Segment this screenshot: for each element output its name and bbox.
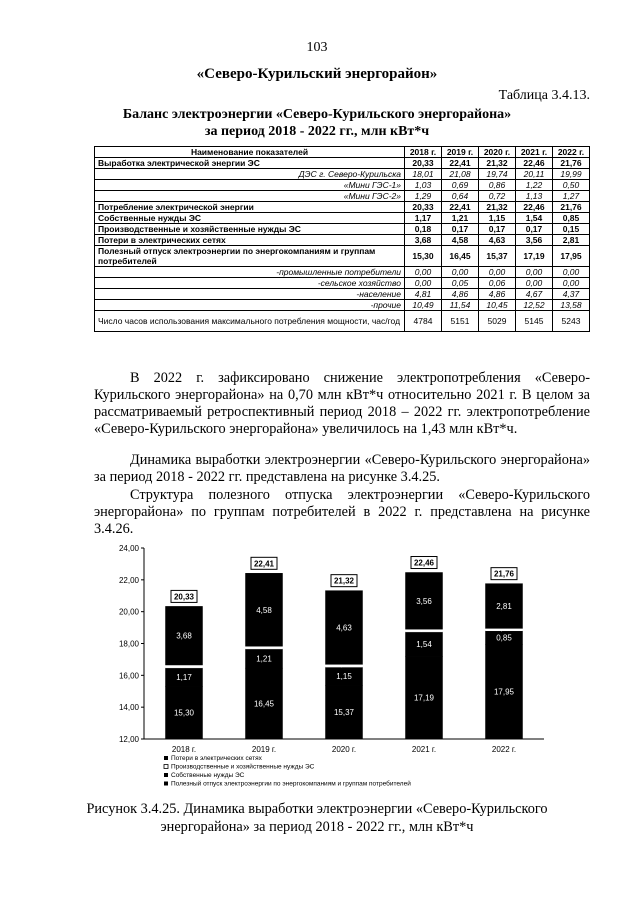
value-cell: 0,00	[479, 267, 516, 278]
table-title	[0, 106, 634, 140]
table-row	[95, 278, 590, 289]
legend-label: Потери в электрических сетях	[171, 755, 262, 762]
value-cell: 4784	[405, 311, 442, 332]
value-cell: 0,50	[553, 180, 590, 191]
header-cell: Наименование показателей	[95, 147, 405, 158]
row-name-cell: -промышленные потребители	[95, 267, 405, 278]
caption-line1: Рисунок 3.4.25. Динамика выработки электроэнергии «Северо-Курильского	[86, 801, 548, 817]
value-cell: 0,00	[442, 267, 479, 278]
value-cell: 5151	[442, 311, 479, 332]
value-cell: 0,00	[405, 267, 442, 278]
y-tick-label: 24,00	[118, 544, 139, 553]
value-cell: 17,95	[553, 246, 590, 267]
value-cell: 4,37	[553, 289, 590, 300]
row-name-cell: Собственные нужды ЭС	[95, 213, 405, 224]
value-cell: 4,63	[479, 235, 516, 246]
value-cell: 10,45	[479, 300, 516, 311]
value-cell: 21,32	[479, 202, 516, 213]
row-name-cell: -население	[95, 289, 405, 300]
value-cell: 0,72	[479, 191, 516, 202]
value-cell: 2,81	[553, 235, 590, 246]
x-tick-label: 2019 г.	[251, 745, 277, 754]
total-label: 21,32	[333, 576, 355, 586]
caption-line2: энергорайона» за период 2018 - 2022 гг., млн кВт*ч	[160, 819, 474, 835]
value-cell: 0,00	[553, 267, 590, 278]
balance-table	[94, 146, 590, 332]
value-cell: 0,69	[442, 180, 479, 191]
legend-marker	[164, 765, 168, 769]
row-name-cell: Выработка электрической энергии ЭС	[95, 158, 405, 169]
value-cell: 20,33	[405, 158, 442, 169]
row-name-cell: Число часов использования максимального потребления мощности, час/год	[95, 311, 405, 332]
value-cell: 0,00	[516, 267, 553, 278]
table-row	[95, 235, 590, 246]
value-cell: 5145	[516, 311, 553, 332]
data-label: 3,68	[176, 631, 192, 641]
total-label: 20,33	[173, 592, 195, 602]
y-tick-label: 22,00	[118, 575, 139, 585]
row-name-cell: Потери в электрических сетях	[95, 235, 405, 246]
table-row	[95, 213, 590, 224]
value-cell: 0,15	[553, 224, 590, 235]
row-name-cell: «Мини ГЭС-2»	[95, 191, 405, 202]
value-cell: 16,45	[442, 246, 479, 267]
paragraph-1: В 2022 г. зафиксировано снижение электропотребления «Северо-Курильского энергорайона» на 0,70 млн кВт*ч относительно 2021 г. В целом за рассматриваемый ретроспективный период 2018 – 2022 гг. электропотребление «Северо-Курильского энергорайона» увеличилось на 1,43 млн кВт*ч.	[94, 370, 590, 437]
data-label: 0,85	[496, 633, 512, 643]
value-cell: 21,08	[442, 169, 479, 180]
figure-caption	[0, 800, 634, 836]
table-header-row	[95, 147, 590, 158]
table-row	[95, 180, 590, 191]
value-cell: 20,33	[405, 202, 442, 213]
value-cell: 1,27	[553, 191, 590, 202]
value-cell: 19,99	[553, 169, 590, 180]
value-cell: 4,67	[516, 289, 553, 300]
value-cell: 4,86	[479, 289, 516, 300]
y-tick-label: 20,00	[118, 607, 139, 617]
value-cell: 0,85	[553, 213, 590, 224]
value-cell: 1,03	[405, 180, 442, 191]
value-cell: 1,21	[442, 213, 479, 224]
value-cell: 11,54	[442, 300, 479, 311]
header-cell: 2021 г.	[516, 147, 553, 158]
value-cell: 3,56	[516, 235, 553, 246]
legend-marker	[164, 782, 168, 786]
table-row	[95, 191, 590, 202]
data-label: 17,95	[493, 687, 515, 697]
table-row	[95, 267, 590, 278]
value-cell: 12,52	[516, 300, 553, 311]
value-cell: 0,18	[405, 224, 442, 235]
row-name-cell: -прочие	[95, 300, 405, 311]
x-tick-label: 2022 г.	[491, 745, 517, 754]
value-cell: 4,81	[405, 289, 442, 300]
value-cell: 17,19	[516, 246, 553, 267]
row-name-cell: Производственные и хозяйственные нужды ЭС	[95, 224, 405, 235]
value-cell: 1,17	[405, 213, 442, 224]
value-cell: 0,17	[516, 224, 553, 235]
row-name-cell: «Мини ГЭС-1»	[95, 180, 405, 191]
value-cell: 22,46	[516, 158, 553, 169]
data-label: 4,63	[336, 623, 352, 633]
header-cell: 2020 г.	[479, 147, 516, 158]
data-label: 15,37	[333, 708, 355, 718]
table-row	[95, 169, 590, 180]
data-label: 1,17	[176, 673, 192, 683]
row-name-cell: ДЭС г. Северо-Курильска	[95, 169, 405, 180]
value-cell: 22,41	[442, 202, 479, 213]
y-tick-label: 16,00	[118, 671, 139, 681]
value-cell: 1,22	[516, 180, 553, 191]
header-cell: 2022 г.	[553, 147, 590, 158]
data-label: 3,56	[416, 596, 432, 606]
total-label: 22,46	[413, 558, 435, 568]
value-cell: 21,76	[553, 158, 590, 169]
x-tick-label: 2018 г.	[171, 745, 197, 754]
value-cell: 21,76	[553, 202, 590, 213]
value-cell: 0,64	[442, 191, 479, 202]
section-title: «Северо-Курильский энергорайон»	[196, 66, 438, 82]
data-label: 1,54	[416, 640, 432, 650]
data-label: 16,45	[253, 699, 275, 709]
value-cell: 15,37	[479, 246, 516, 267]
table-label: Таблица 3.4.13.	[498, 88, 590, 103]
data-label: 15,30	[173, 708, 195, 718]
y-tick-label: 18,00	[118, 639, 139, 649]
data-label: 1,21	[256, 654, 272, 664]
value-cell: 0,00	[405, 278, 442, 289]
page-number: 103	[306, 40, 328, 55]
header-cell: 2018 г.	[405, 147, 442, 158]
total-label: 21,76	[493, 569, 515, 579]
data-label: 1,15	[336, 672, 352, 682]
value-cell: 22,46	[516, 202, 553, 213]
total-label: 22,41	[253, 559, 275, 569]
data-label: 17,19	[413, 693, 435, 703]
data-label: 2,81	[496, 602, 512, 612]
value-cell: 15,30	[405, 246, 442, 267]
value-cell: 1,13	[516, 191, 553, 202]
x-tick-label: 2020 г.	[331, 745, 357, 754]
value-cell: 22,41	[442, 158, 479, 169]
value-cell: 20,11	[516, 169, 553, 180]
row-name-cell: -сельское хозяйство	[95, 278, 405, 289]
data-label: 4,58	[256, 605, 272, 615]
table-title-line2: за период 2018 - 2022 гг., млн кВт*ч	[204, 124, 430, 139]
table-row	[95, 224, 590, 235]
value-cell: 4,86	[442, 289, 479, 300]
value-cell: 0,17	[442, 224, 479, 235]
value-cell: 0,00	[553, 278, 590, 289]
table-row	[95, 246, 590, 267]
legend-marker	[164, 756, 168, 760]
row-name-cell: Полезный отпуск электроэнергии по энергокомпаниям и группам потребителей	[95, 246, 405, 267]
row-name-cell: Потребление электрической энергии	[95, 202, 405, 213]
value-cell: 0,05	[442, 278, 479, 289]
value-cell: 5029	[479, 311, 516, 332]
value-cell: 0,00	[516, 278, 553, 289]
paragraph-3: Структура полезного отпуска электроэнергии «Северо-Курильского энергорайона» по группам потребителей в 2022 г. представлена на рисунке 3.4.26.	[94, 487, 590, 537]
value-cell: 1,15	[479, 213, 516, 224]
y-tick-label: 14,00	[118, 703, 139, 713]
value-cell: 4,58	[442, 235, 479, 246]
value-cell: 21,32	[479, 158, 516, 169]
table-row	[95, 158, 590, 169]
value-cell: 3,68	[405, 235, 442, 246]
value-cell: 10,49	[405, 300, 442, 311]
paragraph-2: Динамика выработки электроэнергии «Северо-Курильского энергорайона» за период 2018 - 2022 гг. представлена на рисунке 3.4.25.	[94, 452, 590, 485]
x-tick-label: 2021 г.	[411, 745, 437, 754]
value-cell: 1,54	[516, 213, 553, 224]
legend-label: Производственные и хозяйственные нужды ЭС	[171, 763, 315, 771]
y-tick-label: 12,00	[118, 735, 139, 744]
legend-label: Полезный отпуск электроэнергии по энергокомпаниям и группам потребителей	[171, 780, 411, 788]
table-row	[95, 311, 590, 332]
header-cell: 2019 г.	[442, 147, 479, 158]
value-cell: 5243	[553, 311, 590, 332]
legend-label: Собственные нужды ЭС	[171, 772, 245, 779]
value-cell: 0,17	[479, 224, 516, 235]
table-row	[95, 202, 590, 213]
generation-chart	[94, 540, 554, 792]
table-row	[95, 289, 590, 300]
table-row	[95, 300, 590, 311]
value-cell: 0,86	[479, 180, 516, 191]
value-cell: 19,74	[479, 169, 516, 180]
value-cell: 18,01	[405, 169, 442, 180]
value-cell: 1,29	[405, 191, 442, 202]
value-cell: 0,06	[479, 278, 516, 289]
table-title-line1: Баланс электроэнергии «Северо-Курильского энергорайона»	[122, 107, 512, 122]
value-cell: 13,58	[553, 300, 590, 311]
legend-marker	[164, 773, 168, 777]
